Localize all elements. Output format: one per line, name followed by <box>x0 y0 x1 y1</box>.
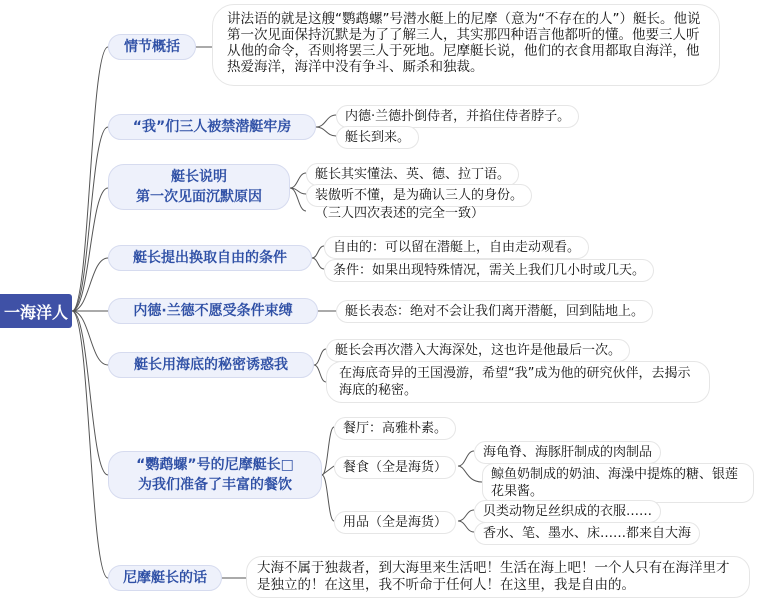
connector <box>316 115 336 127</box>
connector <box>314 365 326 382</box>
connector <box>72 311 108 578</box>
connector <box>316 127 336 136</box>
branch-line-1: “鹦鹉螺”号的尼摩艇长□ <box>136 457 294 473</box>
connector <box>322 466 334 475</box>
leaf-dive-again: 艇长会再次潜入大海深处，这也许是他最后一次。 <box>326 339 630 362</box>
connector <box>72 47 108 311</box>
branch-meals[interactable] <box>108 451 322 499</box>
leaf-captain-stance: 艇长表态：绝对不会让我们离开潜艇，回到陆地上。 <box>336 300 653 323</box>
branch-plot-summary[interactable]: 情节概括 <box>108 34 196 60</box>
connector <box>458 466 482 482</box>
root-node[interactable]: 一海洋人 <box>0 294 72 328</box>
branch-imprisoned[interactable]: “我”们三人被禁潜艇牢房 <box>108 114 316 140</box>
leaf-dairy-sugar: 鲸鱼奶制成的奶油、海澡中提炼的糖、银莲花果酱。 <box>482 463 754 503</box>
connector <box>312 246 324 258</box>
branch-line-1: 艇长说明 <box>171 169 227 185</box>
leaf-perfume-pen: 香水、笔、墨水、床……都来自大海 <box>474 522 700 545</box>
leaf-captain-arrives: 艇长到来。 <box>336 126 419 149</box>
leaf-consistent: （三人四次表述的完全一致） <box>315 206 485 221</box>
connector <box>314 349 326 365</box>
connector <box>290 173 306 188</box>
connector <box>458 521 474 532</box>
leaf-clothes: 贝类动物足丝织成的衣服…… <box>474 500 661 523</box>
leaf-supplies: 用品（全是海货） <box>334 511 456 534</box>
leaf-food: 餐食（全是海货） <box>334 456 456 479</box>
leaf-dining-room: 餐厅：高雅朴素。 <box>334 417 456 440</box>
branch-ned-refuses[interactable]: 内德·兰德不愿受条件束缚 <box>108 298 318 324</box>
leaf-research-partner: 在海底奇异的王国漫游，希望“我”成为他的研究伙伴，去揭示海底的秘密。 <box>326 361 710 403</box>
leaf-condition: 条件：如果出现特殊情况，需关上我们几小时或几天。 <box>324 259 654 282</box>
branch-conditions[interactable]: 艇长提出换取自由的条件 <box>108 245 312 271</box>
branch-line-2: 第一次见面沉默原因 <box>136 189 262 205</box>
connector <box>458 451 474 466</box>
captain-quote-text: 大海不属于独裁者，到大海里来生活吧！生活在海上吧！一个人只有在海洋里才是独立的！在这里，我不听命于任何人！在这里，我是自由的。 <box>246 556 750 598</box>
branch-captain-explains[interactable] <box>108 164 290 210</box>
leaf-languages: 艇长其实懂法、英、德、拉丁语。 <box>306 163 519 186</box>
branch-line-2: 为我们准备了丰富的餐饮 <box>138 477 292 493</box>
leaf-meat-products: 海龟脊、海豚肝制成的肉制品 <box>474 441 661 464</box>
connector <box>322 475 334 521</box>
leaf-pretend: 装傲听不懂，是为确认三人的身份。 <box>306 184 532 207</box>
branch-seabed-secret[interactable]: 艇长用海底的秘密诱惑我 <box>108 352 314 378</box>
plot-summary-text: 讲法语的就是这艘“鹦鹉螺”号潜水艇上的尼摩（意为“不存在的人”）艇长。他说第一次见面保持沉默是为了了解三人，其实那四种语言他都听的懂。他要三人听从他的命令，否则将罢三人于死地。尼摩艇长说，他们的衣食用都取自海洋，他热爱海洋，海洋中没有争斗、厮杀和独裁。 <box>212 4 720 86</box>
connector <box>458 510 474 521</box>
connector <box>72 188 108 311</box>
connector <box>312 258 324 269</box>
leaf-freedom: 自由的：可以留在潜艇上，自由走动观看。 <box>324 236 589 259</box>
branch-captain-words[interactable]: 尼摩艇长的话 <box>108 565 222 591</box>
leaf-ned-attacks: 内德·兰德扑倒侍者，并掐住侍者脖子。 <box>336 105 579 128</box>
